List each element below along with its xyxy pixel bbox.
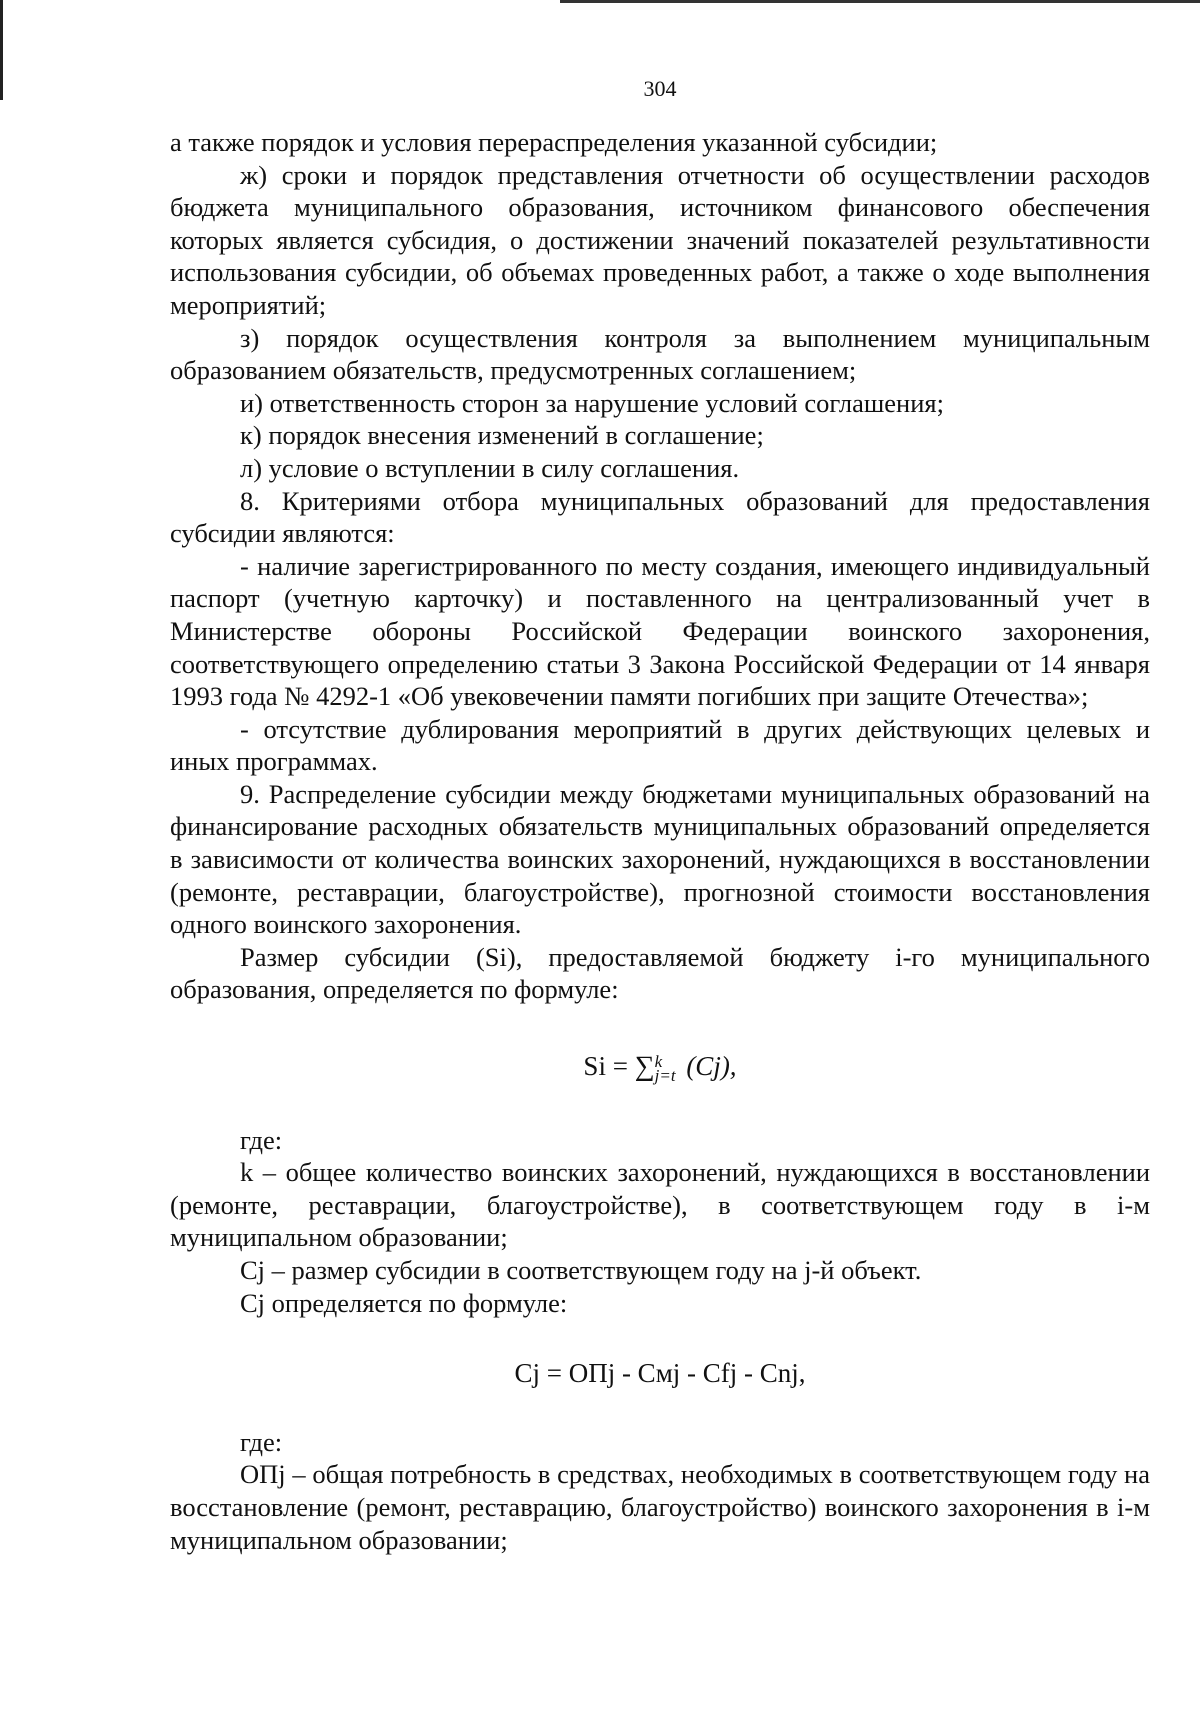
- where-label-2: где:: [240, 1426, 283, 1457]
- sigma-lower-limit: j=t: [654, 1065, 676, 1085]
- scan-edge-top: [560, 0, 1200, 3]
- paragraph-k-definition: k – общее количество воинских захоронений, нуждающихся в восстановлении (ремонте, реставрации, благоустройстве), в соответствующем году в i-м муниципальном образовании;: [170, 1157, 1150, 1253]
- paragraph-item-k: к) порядок внесения изменений в соглашение;: [240, 420, 764, 451]
- paragraph-opj-definition: ОПj – общая потребность в средствах, необходимых в соответствующем году на восстановление (ремонт, реставрацию, благоустройство) воинского захоронения в i-м муниципальном образовании;: [170, 1459, 1150, 1555]
- sigma-limits: [654, 1051, 676, 1085]
- paragraph-criterion-2: - отсутствие дублирования мероприятий в других действующих целевых и иных программах.: [170, 713, 1150, 777]
- formula-si-rhs: (Cj),: [679, 1051, 737, 1082]
- sigma-upper-limit: k: [654, 1051, 663, 1071]
- sigma-symbol: ∑: [634, 1051, 655, 1083]
- page-number: 304: [643, 76, 677, 101]
- where-label-1: где:: [240, 1124, 283, 1155]
- paragraph-item-i: и) ответственность сторон за нарушение условий соглашения;: [240, 387, 944, 418]
- paragraph-item-zh: ж) сроки и порядок представления отчетности об осуществлении расходов бюджета муниципального образования, источником финансового обеспечения которых является субсидия, о достижении значений показателей результативности использования субсидии, об объемах проведенных работ, а также о ходе выполнения мероприятий;: [170, 159, 1150, 320]
- paragraph-cj-formula-intro: Cj определяется по формуле:: [240, 1287, 568, 1318]
- paragraph-subsidy-size: Размер субсидии (Si), предоставляемой бюджету i-го муниципального образования, определяется по формуле:: [170, 941, 1150, 1005]
- formula-si: [170, 1050, 1150, 1084]
- document-body: [170, 126, 1150, 1556]
- paragraph-subsidy-redistribution: а также порядок и условия перераспределения указанной субсидии;: [170, 127, 938, 157]
- formula-cj: Cj = ОПj - Смj - Cfj - Cnj,: [514, 1358, 806, 1389]
- paragraph-criterion-1: - наличие зарегистрированного по месту создания, имеющего индивидуальный паспорт (учетную карточку) и поставленного на централизованный учет в Министерстве обороны Российской Федерации воинского захоронения, соответствующего определению статьи 3 Закона Российской Федерации от 14 января 1993 года № 4292-1 «Об увековечении памяти погибших при защите Отечества»;: [170, 550, 1150, 712]
- paragraph-cj-definition: Cj – размер субсидии в соответствующем году на j-й объект.: [240, 1255, 922, 1285]
- paragraph-item-z: з) порядок осуществления контроля за выполнением муниципальным образованием обязательств, предусмотренных соглашением;: [170, 322, 1150, 386]
- paragraph-item-l: л) условие о вступлении в силу соглашения.: [240, 452, 740, 483]
- paragraph-section-8: 8. Критериями отбора муниципальных образований для предоставления субсидии являются:: [170, 485, 1150, 549]
- formula-si-lhs: Si =: [583, 1051, 635, 1082]
- paragraph-section-9: 9. Распределение субсидии между бюджетами муниципальных образований на финансирование расходных обязательств муниципальных образований определяется в зависимости от количества воинских захоронений, нуждающихся в восстановлении (ремонте, реставрации, благоустройстве), прогнозной стоимости восстановления одного воинского захоронения.: [170, 778, 1150, 940]
